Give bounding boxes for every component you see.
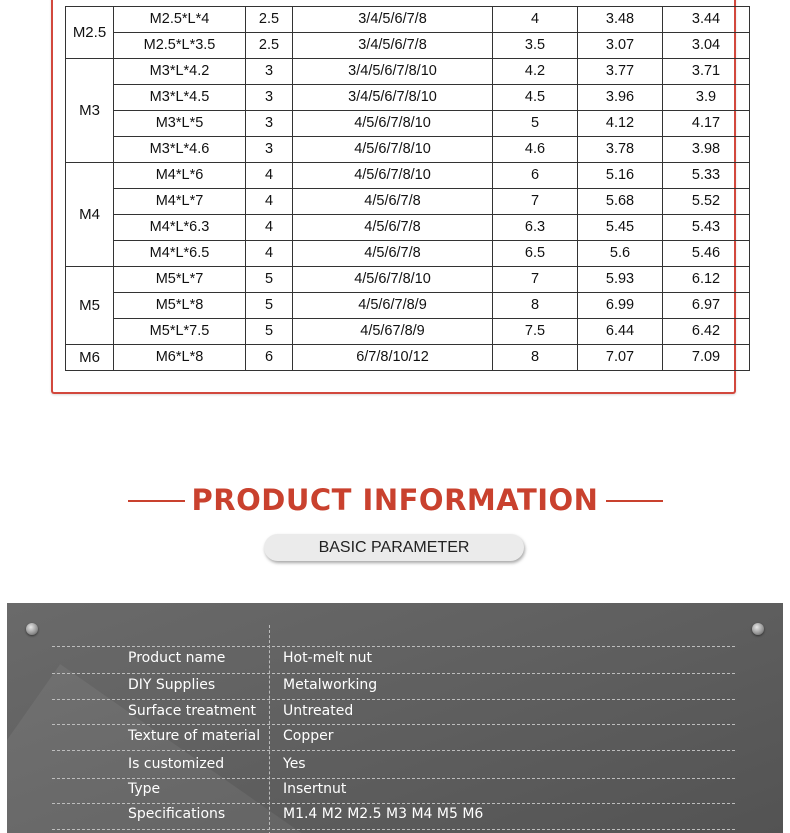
table-cell: 4/5/6/7/8/10: [293, 111, 493, 137]
table-row: [66, 85, 750, 111]
table-cell: 6: [493, 163, 578, 189]
table-cell: 3: [246, 85, 293, 111]
table-cell: 3.44: [663, 7, 750, 33]
parameter-value: Metalworking: [283, 677, 378, 693]
table-cell: 5.43: [663, 215, 750, 241]
table-cell: M4*L*6: [114, 163, 246, 189]
table-cell: 6.44: [578, 319, 663, 345]
size-group-cell: M5: [66, 267, 114, 345]
table-cell: 4/5/6/7/8/9: [293, 293, 493, 319]
parameter-value: Untreated: [283, 703, 354, 719]
table-cell: 6.99: [578, 293, 663, 319]
table-cell: 5.45: [578, 215, 663, 241]
table-cell: M4*L*7: [114, 189, 246, 215]
table-cell: 5: [246, 293, 293, 319]
table-cell: 3.96: [578, 85, 663, 111]
column-divider: [269, 625, 270, 833]
row-separator: [52, 778, 735, 779]
table-cell: 3.5: [493, 33, 578, 59]
table-cell: M3*L*4.2: [114, 59, 246, 85]
table-cell: 4.12: [578, 111, 663, 137]
table-cell: M6*L*8: [114, 345, 246, 371]
table-cell: 5.68: [578, 189, 663, 215]
table-cell: 3.9: [663, 85, 750, 111]
table-row: [66, 59, 750, 85]
size-table: [65, 6, 750, 371]
table-cell: 3.07: [578, 33, 663, 59]
table-cell: 3.04: [663, 33, 750, 59]
table-cell: 4.2: [493, 59, 578, 85]
size-group-cell: M4: [66, 163, 114, 267]
table-row: [66, 111, 750, 137]
table-cell: 4/5/6/7/8/10: [293, 137, 493, 163]
section-title: PRODUCT INFORMATION: [191, 483, 599, 517]
table-row: [66, 267, 750, 293]
table-cell: M4*L*6.3: [114, 215, 246, 241]
table-cell: 3: [246, 137, 293, 163]
table-cell: 2.5: [246, 33, 293, 59]
row-separator: [52, 803, 735, 804]
table-cell: 4/5/6/7/8: [293, 241, 493, 267]
table-cell: 4/5/6/7/8: [293, 189, 493, 215]
table-cell: 3/4/5/6/7/8: [293, 7, 493, 33]
row-separator: [52, 829, 735, 830]
table-row: [66, 7, 750, 33]
table-cell: 8: [493, 293, 578, 319]
table-cell: M5*L*8: [114, 293, 246, 319]
table-cell: 5.16: [578, 163, 663, 189]
table-cell: 4.6: [493, 137, 578, 163]
table-row: [66, 137, 750, 163]
table-cell: 2.5: [246, 7, 293, 33]
table-cell: 4: [493, 7, 578, 33]
table-cell: 3/4/5/6/7/8/10: [293, 59, 493, 85]
table-cell: 3/4/5/6/7/8: [293, 33, 493, 59]
table-cell: 3: [246, 59, 293, 85]
table-cell: 6.97: [663, 293, 750, 319]
table-cell: M4*L*6.5: [114, 241, 246, 267]
pin-left-icon: [26, 623, 38, 635]
table-cell: 7.09: [663, 345, 750, 371]
table-row: [66, 215, 750, 241]
table-cell: 4/5/67/8/9: [293, 319, 493, 345]
table-row: [66, 293, 750, 319]
parameter-value: M1.4 M2 M2.5 M3 M4 M5 M6: [283, 806, 484, 822]
table-row: [66, 319, 750, 345]
table-cell: 5.6: [578, 241, 663, 267]
table-cell: 5.46: [663, 241, 750, 267]
table-cell: 5: [246, 319, 293, 345]
table-cell: 3: [246, 111, 293, 137]
parameter-label: Is customized: [128, 756, 225, 772]
section-heading: [0, 478, 790, 522]
table-cell: 4: [246, 163, 293, 189]
parameter-label: DIY Supplies: [128, 677, 216, 693]
table-row: [66, 241, 750, 267]
table-row: [66, 163, 750, 189]
size-group-cell: M3: [66, 59, 114, 163]
table-cell: 6.3: [493, 215, 578, 241]
table-cell: 4.5: [493, 85, 578, 111]
table-cell: 6: [246, 345, 293, 371]
table-cell: 3.48: [578, 7, 663, 33]
parameter-label: Specifications: [128, 806, 226, 822]
table-row: [66, 33, 750, 59]
table-cell: 4: [246, 241, 293, 267]
table-cell: 7: [493, 189, 578, 215]
parameter-label: Product name: [128, 650, 226, 666]
table-cell: 7.07: [578, 345, 663, 371]
table-cell: M3*L*4.5: [114, 85, 246, 111]
parameter-value: Insertnut: [283, 781, 347, 797]
heading-rule-left: [128, 500, 185, 502]
size-group-cell: M2.5: [66, 7, 114, 59]
table-cell: 3.71: [663, 59, 750, 85]
parameter-value: Yes: [283, 756, 306, 772]
table-cell: 4: [246, 215, 293, 241]
table-cell: 7.5: [493, 319, 578, 345]
parameter-value: Copper: [283, 728, 334, 744]
row-separator: [52, 724, 735, 725]
basic-parameter-badge: BASIC PARAMETER: [264, 534, 524, 561]
row-separator: [52, 750, 735, 751]
table-cell: 4/5/6/7/8/10: [293, 267, 493, 293]
table-cell: 7: [493, 267, 578, 293]
table-cell: 3.77: [578, 59, 663, 85]
table-cell: 6.5: [493, 241, 578, 267]
table-cell: M5*L*7: [114, 267, 246, 293]
table-cell: 3/4/5/6/7/8/10: [293, 85, 493, 111]
size-group-cell: M6: [66, 345, 114, 371]
table-cell: 6.12: [663, 267, 750, 293]
table-cell: 4/5/6/7/8/10: [293, 163, 493, 189]
heading-rule-right: [606, 500, 663, 502]
parameter-value: Hot-melt nut: [283, 650, 372, 666]
row-separator: [52, 646, 735, 647]
table-cell: 3.98: [663, 137, 750, 163]
parameter-label: Surface treatment: [128, 703, 257, 719]
table-cell: 4/5/6/7/8: [293, 215, 493, 241]
table-cell: M5*L*7.5: [114, 319, 246, 345]
row-separator: [52, 673, 735, 674]
pin-right-icon: [752, 623, 764, 635]
row-separator: [52, 699, 735, 700]
table-cell: 6/7/8/10/12: [293, 345, 493, 371]
parameter-label: Type: [128, 781, 161, 797]
table-cell: 4.17: [663, 111, 750, 137]
parameter-panel: [7, 603, 783, 833]
table-cell: 5: [493, 111, 578, 137]
table-cell: 4: [246, 189, 293, 215]
table-cell: 6.42: [663, 319, 750, 345]
table-row: [66, 345, 750, 371]
table-cell: M2.5*L*3.5: [114, 33, 246, 59]
table-cell: 8: [493, 345, 578, 371]
table-row: [66, 189, 750, 215]
table-cell: 5.93: [578, 267, 663, 293]
table-cell: M3*L*5: [114, 111, 246, 137]
table-cell: 3.78: [578, 137, 663, 163]
parameter-label: Texture of material: [128, 728, 261, 744]
table-cell: 5.33: [663, 163, 750, 189]
table-cell: 5: [246, 267, 293, 293]
table-cell: M2.5*L*4: [114, 7, 246, 33]
table-cell: 5.52: [663, 189, 750, 215]
table-cell: M3*L*4.6: [114, 137, 246, 163]
